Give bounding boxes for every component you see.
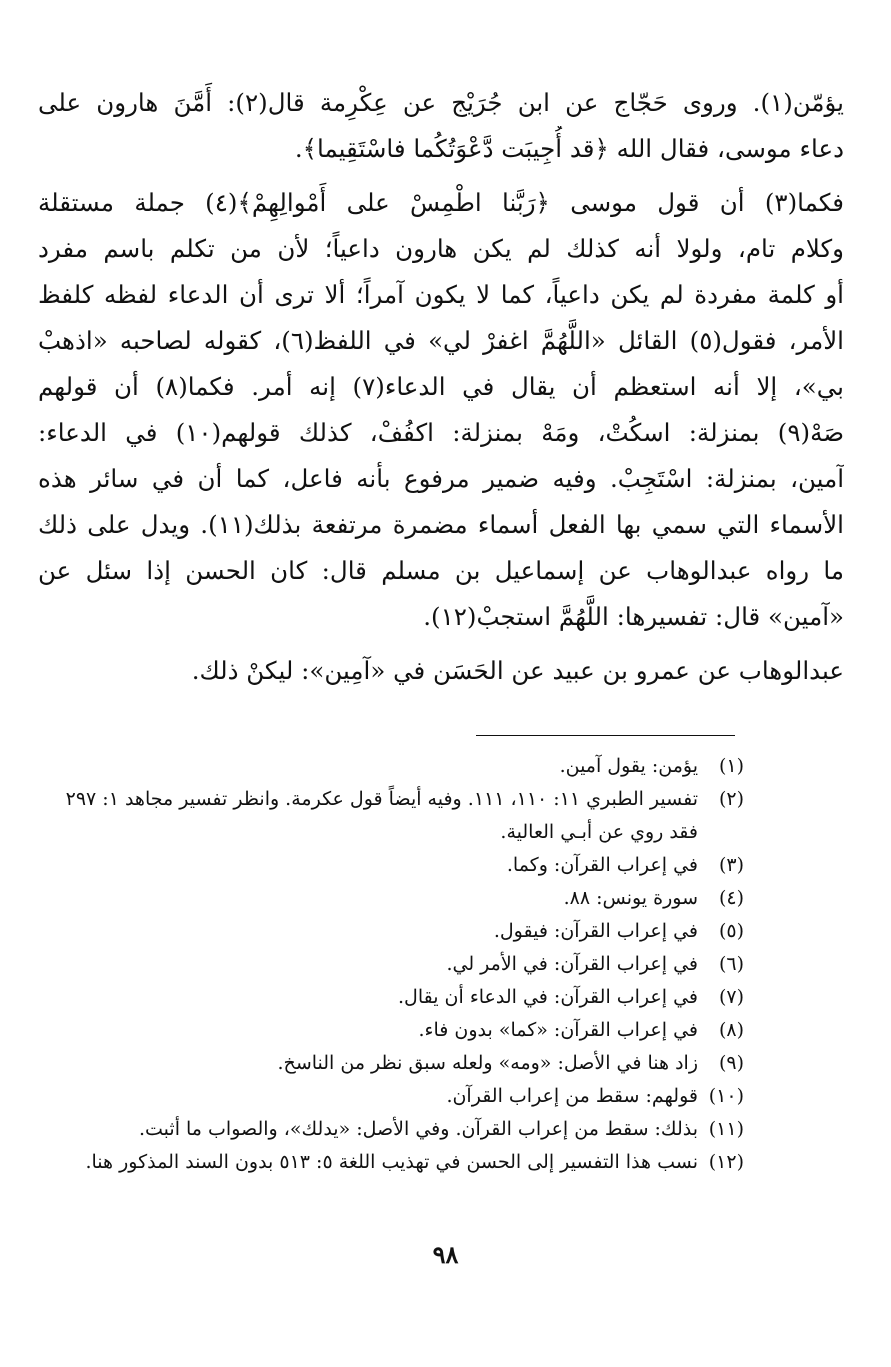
footnote-text: في إعراب القرآن: «كما» بدون فاء. bbox=[418, 1019, 698, 1041]
footnote-10 bbox=[30, 1080, 744, 1113]
footnote-number: (١) bbox=[718, 755, 744, 777]
text-line: يؤمّن(١). وروى حَجّاج عن ابن جُرَيْج عن عِكْرِمة قال(٢): أَمَّنَ هارون على bbox=[38, 88, 844, 117]
main-text bbox=[38, 80, 844, 702]
footnote-7 bbox=[30, 981, 744, 1014]
footnote-3 bbox=[30, 849, 744, 882]
footnote-5 bbox=[30, 915, 744, 948]
footnotes bbox=[30, 750, 744, 1179]
footnote-number: (٣) bbox=[718, 854, 744, 876]
text-line: دعاء موسى، فقال الله ﴿قد أُجِيبَت دَّعْوَتُكُما فاسْتَقِيما﴾. bbox=[294, 134, 844, 163]
footnote-4 bbox=[30, 882, 744, 915]
footnote-number: (١٠) bbox=[708, 1085, 744, 1107]
footnote-text: نسب هذا التفسير إلى الحسن في تهذيب اللغة ٥: ٥١٣ بدون السند المذكور هنا. bbox=[85, 1151, 698, 1173]
footnote-text: في إعراب القرآن: فيقول. bbox=[493, 920, 698, 942]
footnote-1 bbox=[30, 750, 744, 783]
footnote-number: (٨) bbox=[718, 1019, 744, 1041]
footnote-12 bbox=[30, 1146, 744, 1179]
footnote-number: (١١) bbox=[708, 1118, 744, 1140]
footnote-text: بذلك: سقط من إعراب القرآن. وفي الأصل: «يدلك»، والصواب ما أثبت. bbox=[138, 1118, 698, 1140]
footnote-6 bbox=[30, 948, 744, 981]
footnote-text: في إعراب القرآن: في الأمر لي. bbox=[446, 953, 698, 975]
text-line: بي»، إلا أنه استعظم أن يقال في الدعاء(٧) إنه أمر. فكما(٨) أن قولهم bbox=[38, 372, 844, 401]
text-line: آمين، بمنزلة: اسْتَجِبْ. وفيه ضمير مرفوع بأنه فاعل، كما أن في سائر هذه bbox=[38, 464, 844, 493]
footnote-continuation: فقد روي عن أبـي العالية. bbox=[500, 821, 698, 843]
footnote-number: (٦) bbox=[718, 953, 744, 975]
text-line: عبدالوهاب عن عمرو بن عبيد عن الحَسَن في «آمِين»: ليكنْ ذلك. bbox=[191, 656, 844, 685]
paragraph-3 bbox=[38, 648, 844, 694]
footnote-number: (٩) bbox=[718, 1052, 744, 1074]
text-line: الأسماء التي سمي بها الفعل أسماء مضمرة مرتفعة بذلك(١١). ويدل على ذلك bbox=[38, 510, 844, 539]
text-line: «آمين» قال: تفسيرها: اللَّهُمَّ استجبْ(١٢). bbox=[423, 602, 844, 631]
paragraph-2 bbox=[38, 180, 844, 640]
footnote-number: (٧) bbox=[718, 986, 744, 1008]
footnote-text: يؤمن: يقول آمين. bbox=[559, 755, 698, 777]
footnote-text: تفسير الطبري ١١: ١١٠، ١١١. وفيه أيضاً قول عكرمة. وانظر تفسير مجاهد ١: ٢٩٧ bbox=[65, 788, 698, 810]
footnote-9 bbox=[30, 1047, 744, 1080]
footnote-11 bbox=[30, 1113, 744, 1146]
page-number: ٩٨ bbox=[432, 1240, 459, 1269]
text-line: صَهْ(٩) بمنزلة: اسكُتْ، ومَهْ بمنزلة: اكفُفْ، كذلك قولهم(١٠) في الدعاء: bbox=[38, 418, 844, 447]
paragraph-1 bbox=[38, 80, 844, 172]
footnote-text: في إعراب القرآن: وكما. bbox=[506, 854, 698, 876]
footnote-text: زاد هنا في الأصل: «ومه» ولعله سبق نظر من الناسخ. bbox=[277, 1052, 698, 1074]
footnote-number: (٢) bbox=[718, 788, 744, 810]
footnote-number: (٥) bbox=[718, 920, 744, 942]
text-line: الأمر، فقول(٥) القائل «اللَّهُمَّ اغفرْ لي» في اللفظ(٦)، كقوله لصاحبه «اذهبْ bbox=[38, 326, 844, 355]
text-line: ما رواه عبدالوهاب عن إسماعيل بن مسلم قال: كان الحسن إذا سئل عن bbox=[38, 556, 844, 585]
footnote-number: (١٢) bbox=[708, 1151, 744, 1173]
text-line: وكلام تام، ولولا أنه كذلك لم يكن هارون داعياً؛ لأن من تكلم باسم مفرد bbox=[38, 234, 844, 263]
text-line: أو كلمة مفردة لم يكن داعياً، كما لا يكون آمراً؛ ألا ترى أن الدعاء لفظه كلفظ bbox=[38, 280, 844, 309]
footnote-2 bbox=[30, 783, 744, 816]
text-line: فكما(٣) أن قول موسى ﴿رَبَّنا اطْمِسْ على أَمْوالِهِمْ﴾(٤) جملة مستقلة bbox=[38, 188, 844, 217]
footnote-text: في إعراب القرآن: في الدعاء أن يقال. bbox=[397, 986, 698, 1008]
footnote-number: (٤) bbox=[718, 887, 744, 909]
footnote-8 bbox=[30, 1014, 744, 1047]
footnote-divider bbox=[476, 735, 735, 736]
footnote-text: قولهم: سقط من إعراب القرآن. bbox=[446, 1085, 698, 1107]
footnote-text: سورة يونس: ٨٨. bbox=[563, 887, 698, 909]
